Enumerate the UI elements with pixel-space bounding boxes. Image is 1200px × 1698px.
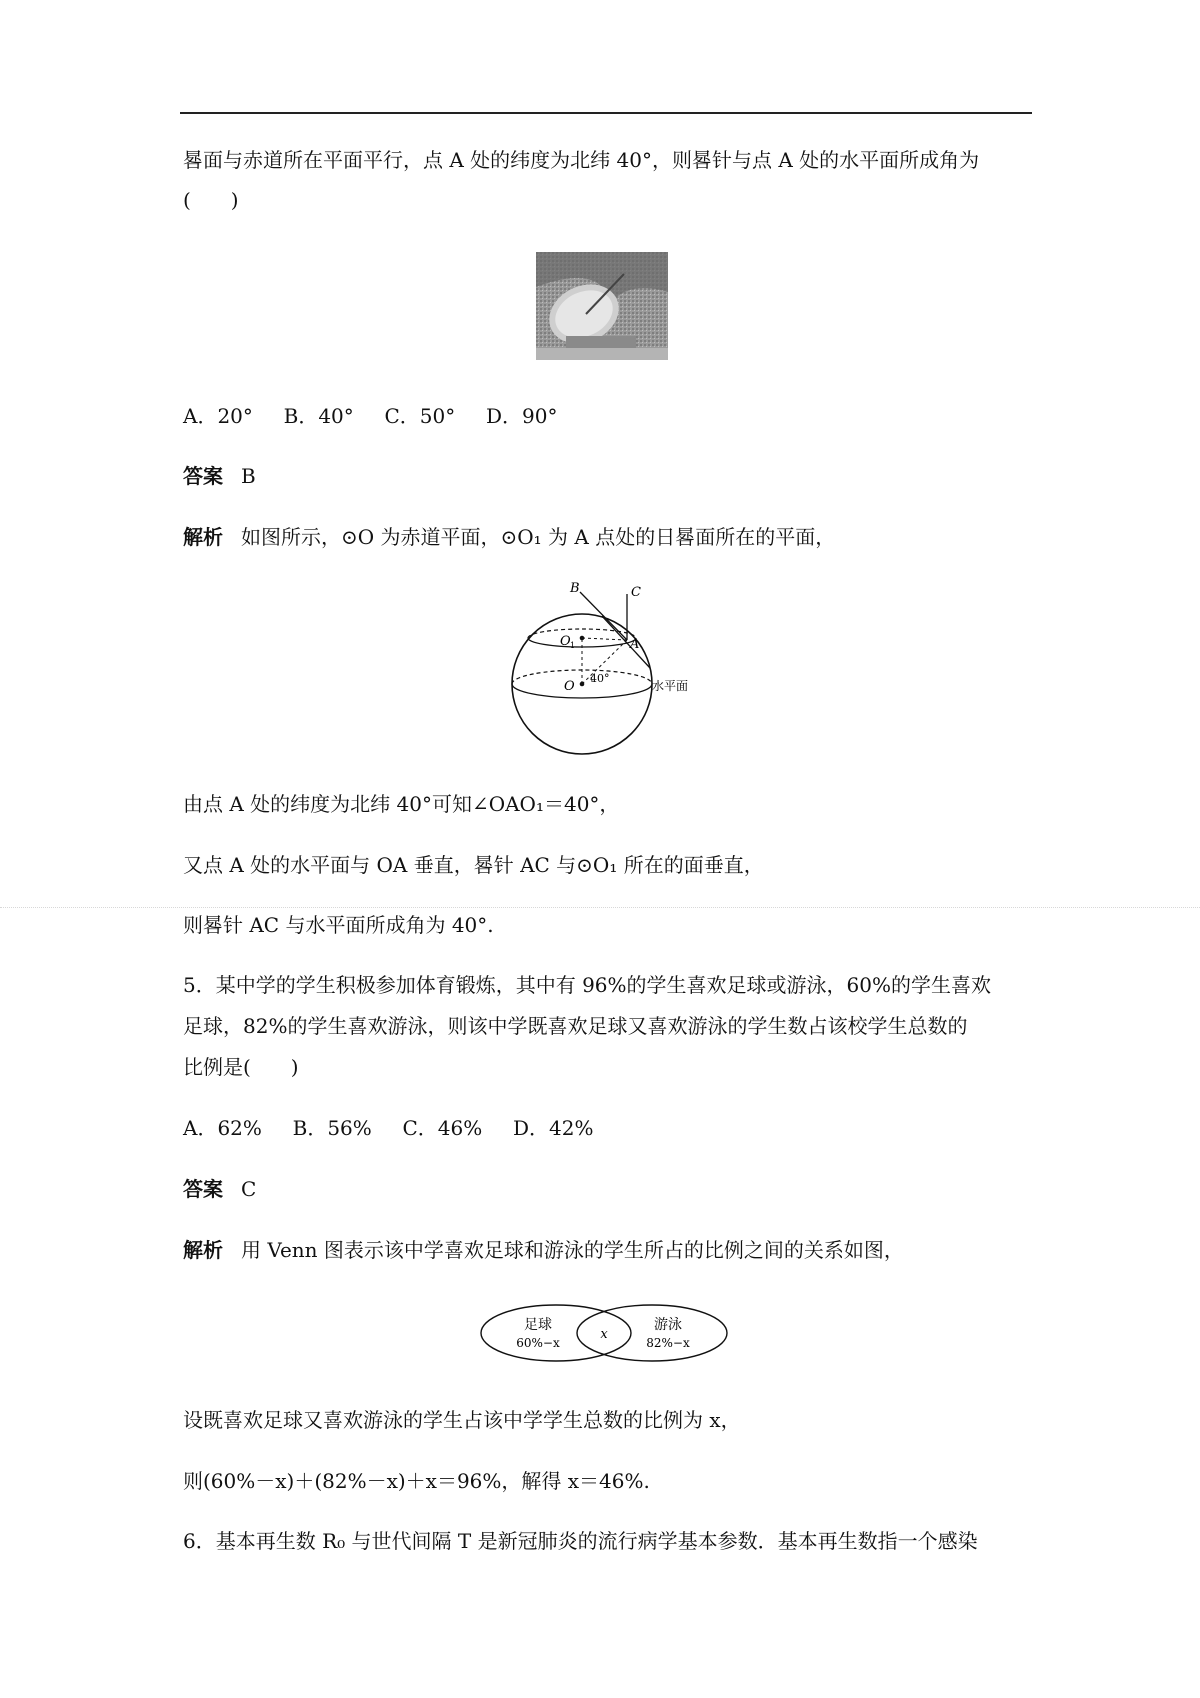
point-o1 bbox=[580, 636, 585, 641]
q5-answer-label: 答案 bbox=[183, 1177, 223, 1201]
label-c: C bbox=[631, 585, 641, 600]
q4-option-d: D．90° bbox=[485, 404, 558, 428]
q6-stem-line1: 6．基本再生数 R₀ 与世代间隔 T 是新冠肺炎的流行病学基本参数．基本再生数指一个感染 bbox=[183, 1529, 978, 1553]
venn-left-ellipse bbox=[481, 1305, 631, 1361]
q4-analysis-text: 如图所示，⊙O 为赤道平面，⊙O₁ 为 A 点处的日晷面所在的平面， bbox=[241, 525, 836, 549]
q5-option-c: C．46% bbox=[402, 1116, 483, 1140]
line-ab bbox=[580, 592, 627, 640]
header-rule bbox=[180, 112, 1032, 114]
q5-stem-line1: 5．某中学的学生积极参加体育锻炼，其中有 96%的学生喜欢足球或游泳，60%的学生喜欢 bbox=[183, 973, 991, 997]
page-break-dots bbox=[0, 907, 1200, 908]
q4-step3: 则晷针 AC 与水平面所成角为 40°. bbox=[183, 913, 494, 937]
q4-option-a: A．20° bbox=[183, 404, 253, 428]
q4-answer bbox=[183, 463, 256, 489]
label-angle: 40° bbox=[590, 672, 610, 685]
label-horizontal-plane: 水平面 bbox=[652, 679, 689, 693]
q4-step2: 又点 A 处的水平面与 OA 垂直，晷针 AC 与⊙O₁ 所在的面垂直， bbox=[183, 853, 764, 877]
q4-option-b: B．40° bbox=[283, 404, 354, 428]
q5-analysis-text: 用 Venn 图表示该中学喜欢足球和游泳的学生所占的比例之间的关系如图， bbox=[241, 1238, 904, 1262]
q4-answer-label: 答案 bbox=[183, 464, 223, 488]
venn-right-title: 游泳 bbox=[654, 1317, 682, 1333]
venn-right-expr: 82%−x bbox=[646, 1336, 690, 1350]
sphere-diagram bbox=[500, 582, 720, 757]
label-o1-sub: 1 bbox=[570, 641, 576, 650]
label-a: A bbox=[630, 637, 640, 652]
sundial-photo bbox=[536, 252, 668, 360]
q5-stem-line3: 比例是( ) bbox=[183, 1055, 299, 1079]
q4-stem-line1: 晷面与赤道所在平面平行，点 A 处的纬度为北纬 40°，则晷针与点 A 处的水平面所成角为 bbox=[183, 148, 980, 172]
q4-stem-line2: ( ) bbox=[183, 188, 239, 212]
radius-o1a bbox=[582, 638, 627, 640]
label-o: O bbox=[564, 679, 575, 694]
q5-step2: 则(60%－x)＋(82%－x)＋x＝96%，解得 x＝46%. bbox=[183, 1469, 650, 1493]
q4-answer-value: B bbox=[241, 464, 256, 488]
q4-analysis bbox=[183, 524, 835, 550]
q5-option-b: B．56% bbox=[292, 1116, 372, 1140]
point-o bbox=[580, 682, 585, 687]
horizontal-plane-line bbox=[602, 616, 650, 668]
venn-diagram bbox=[478, 1302, 730, 1364]
q5-option-d: D．42% bbox=[512, 1116, 594, 1140]
q5-analysis bbox=[183, 1237, 904, 1263]
q5-answer-value: C bbox=[241, 1177, 257, 1201]
q4-analysis-label: 解析 bbox=[183, 525, 223, 549]
q5-analysis-label: 解析 bbox=[183, 1238, 223, 1262]
venn-middle: x bbox=[600, 1327, 608, 1342]
q4-step1: 由点 A 处的纬度为北纬 40°可知∠OAO₁＝40°， bbox=[183, 792, 620, 816]
q4-options bbox=[183, 403, 557, 429]
label-o1: O bbox=[560, 634, 571, 649]
venn-left-expr: 60%−x bbox=[516, 1336, 560, 1350]
q5-stem-line2: 足球，82%的学生喜欢游泳，则该中学既喜欢足球又喜欢游泳的学生数占该校学生总数的 bbox=[183, 1014, 968, 1038]
q4-option-c: C．50° bbox=[384, 404, 456, 428]
venn-left-title: 足球 bbox=[524, 1317, 552, 1333]
q5-option-a: A．62% bbox=[183, 1116, 262, 1140]
q5-options bbox=[183, 1115, 593, 1141]
q5-answer bbox=[183, 1176, 256, 1202]
q5-step1: 设既喜欢足球又喜欢游泳的学生占该中学学生总数的比例为 x， bbox=[183, 1408, 741, 1432]
label-b: B bbox=[570, 582, 580, 596]
